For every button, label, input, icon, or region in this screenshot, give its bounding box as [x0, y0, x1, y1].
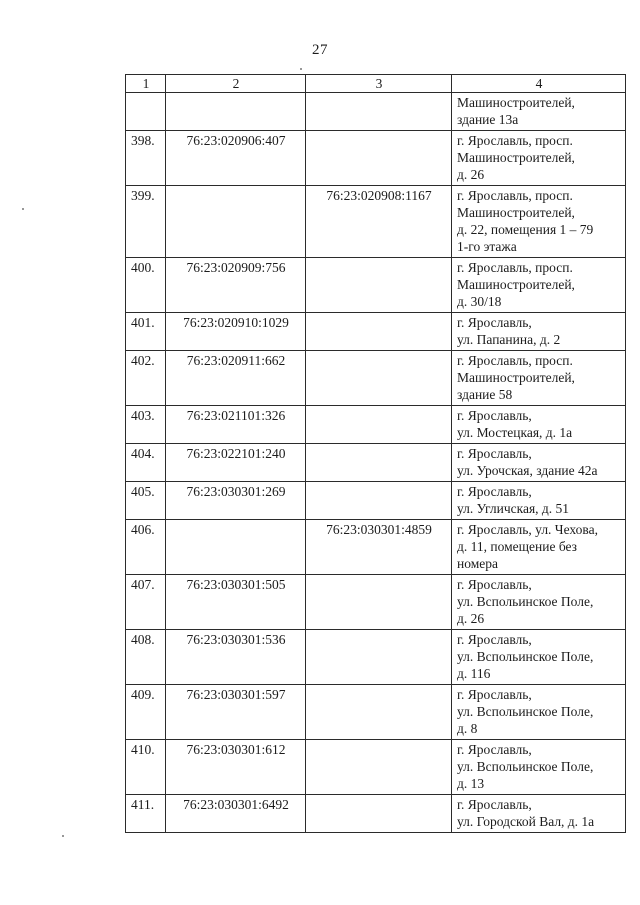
premises-cadastral-number-cell: [306, 630, 452, 685]
address-cell: г. Ярославль, ул. Вспольинское Поле, д. 8: [452, 685, 626, 740]
table-row: [126, 186, 626, 258]
table-row: [126, 685, 626, 740]
land-cadastral-number-cell: 76:23:020909:756: [166, 258, 306, 313]
table-row: [126, 520, 626, 575]
registry-table: [125, 74, 626, 833]
table-row: [126, 575, 626, 630]
table-row: [126, 630, 626, 685]
land-cadastral-number-cell: 76:23:021101:326: [166, 406, 306, 444]
registry-table-body: [126, 75, 626, 833]
row-number-cell: 408.: [126, 630, 166, 685]
land-cadastral-number-cell: 76:23:030301:6492: [166, 795, 306, 833]
address-cell: г. Ярославль, просп. Машиностроителей, д. 30/18: [452, 258, 626, 313]
address-cell: г. Ярославль, ул. Урочская, здание 42а: [452, 444, 626, 482]
land-cadastral-number-cell: [166, 520, 306, 575]
row-number-cell: 406.: [126, 520, 166, 575]
land-cadastral-number-cell: 76:23:030301:505: [166, 575, 306, 630]
address-cell: г. Ярославль, ул. Мостецкая, д. 1а: [452, 406, 626, 444]
address-cell: г. Ярославль, ул. Вспольинское Поле, д. 116: [452, 630, 626, 685]
address-cell: г. Ярославль, просп. Машиностроителей, д. 26: [452, 131, 626, 186]
table-row: [126, 444, 626, 482]
premises-cadastral-number-cell: [306, 131, 452, 186]
scan-speck: [300, 68, 302, 70]
land-cadastral-number-cell: [166, 186, 306, 258]
table-row: [126, 740, 626, 795]
land-cadastral-number-cell: 76:23:020910:1029: [166, 313, 306, 351]
column-number-4: 4: [452, 75, 626, 93]
premises-cadastral-number-cell: [306, 795, 452, 833]
row-number-cell: 401.: [126, 313, 166, 351]
premises-cadastral-number-cell: [306, 740, 452, 795]
row-number-cell: 399.: [126, 186, 166, 258]
scan-speck: [62, 835, 64, 837]
premises-cadastral-number-cell: [306, 575, 452, 630]
row-number-cell: 398.: [126, 131, 166, 186]
premises-cadastral-number-cell: [306, 258, 452, 313]
address-cell: г. Ярославль, ул. Городской Вал, д. 1а: [452, 795, 626, 833]
table-row: [126, 482, 626, 520]
row-number-cell: 405.: [126, 482, 166, 520]
column-number-row: [126, 75, 626, 93]
scan-speck: [22, 208, 24, 210]
row-number-cell: 400.: [126, 258, 166, 313]
table-row: [126, 795, 626, 833]
premises-cadastral-number-cell: 76:23:030301:4859: [306, 520, 452, 575]
land-cadastral-number-cell: 76:23:020911:662: [166, 351, 306, 406]
column-number-3: 3: [306, 75, 452, 93]
premises-cadastral-number-cell: [306, 313, 452, 351]
row-number-cell: [126, 93, 166, 131]
premises-cadastral-number-cell: [306, 93, 452, 131]
premises-cadastral-number-cell: [306, 444, 452, 482]
table-row: [126, 258, 626, 313]
row-number-cell: 403.: [126, 406, 166, 444]
land-cadastral-number-cell: 76:23:030301:269: [166, 482, 306, 520]
row-number-cell: 410.: [126, 740, 166, 795]
table-row: [126, 313, 626, 351]
land-cadastral-number-cell: [166, 93, 306, 131]
address-cell: г. Ярославль, ул. Чехова, д. 11, помещение без номера: [452, 520, 626, 575]
premises-cadastral-number-cell: [306, 406, 452, 444]
table-row: [126, 93, 626, 131]
row-number-cell: 409.: [126, 685, 166, 740]
address-cell: г. Ярославль, ул. Папанина, д. 2: [452, 313, 626, 351]
table-row: [126, 351, 626, 406]
address-cell: г. Ярославль, ул. Вспольинское Поле, д. 26: [452, 575, 626, 630]
premises-cadastral-number-cell: [306, 351, 452, 406]
column-number-2: 2: [166, 75, 306, 93]
land-cadastral-number-cell: 76:23:020906:407: [166, 131, 306, 186]
address-cell: г. Ярославль, просп. Машиностроителей, здание 58: [452, 351, 626, 406]
address-cell: г. Ярославль, ул. Вспольинское Поле, д. 13: [452, 740, 626, 795]
page-number: 27: [312, 42, 328, 58]
table-row: [126, 131, 626, 186]
premises-cadastral-number-cell: [306, 482, 452, 520]
land-cadastral-number-cell: 76:23:030301:597: [166, 685, 306, 740]
table-row: [126, 406, 626, 444]
land-cadastral-number-cell: 76:23:030301:612: [166, 740, 306, 795]
premises-cadastral-number-cell: [306, 685, 452, 740]
row-number-cell: 407.: [126, 575, 166, 630]
row-number-cell: 404.: [126, 444, 166, 482]
land-cadastral-number-cell: 76:23:030301:536: [166, 630, 306, 685]
row-number-cell: 411.: [126, 795, 166, 833]
land-cadastral-number-cell: 76:23:022101:240: [166, 444, 306, 482]
address-cell: г. Ярославль, просп. Машиностроителей, д. 22, помещения 1 – 79 1-го этажа: [452, 186, 626, 258]
premises-cadastral-number-cell: 76:23:020908:1167: [306, 186, 452, 258]
column-number-1: 1: [126, 75, 166, 93]
address-cell: г. Ярославль, ул. Угличская, д. 51: [452, 482, 626, 520]
row-number-cell: 402.: [126, 351, 166, 406]
address-cell: Машиностроителей, здание 13а: [452, 93, 626, 131]
